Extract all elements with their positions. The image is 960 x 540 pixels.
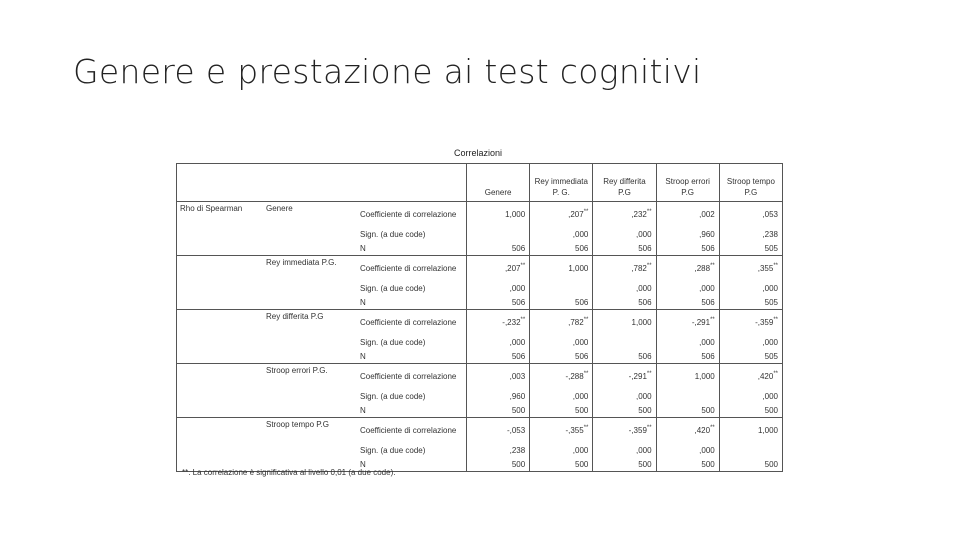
table-cell <box>467 227 530 241</box>
table-cell: ,000 <box>530 335 593 349</box>
header-corner-1 <box>177 164 264 202</box>
table-cell: ,000 <box>656 281 719 295</box>
table-row <box>177 202 783 228</box>
significance-marker: ** <box>583 209 589 215</box>
table-cell: ,000 <box>656 443 719 457</box>
table-cell <box>467 310 530 336</box>
table-cell: ,238 <box>719 227 782 241</box>
table-cell <box>530 256 593 282</box>
row-group-label <box>177 349 264 364</box>
column-header: Stroop errori P.G <box>656 164 719 202</box>
row-stat-label: Coefficiente di correlazione <box>357 364 467 390</box>
table-row <box>177 256 783 282</box>
column-header: Stroop tempo P.G <box>719 164 782 202</box>
table-body <box>177 202 783 472</box>
table-row <box>177 418 783 444</box>
row-group-label <box>177 443 264 457</box>
cell-value: -,355 <box>565 426 584 435</box>
slide-title: Genere e prestazione ai test cognitivi <box>73 52 702 91</box>
row-stat-label: N <box>360 405 366 415</box>
table-cell: 500 <box>530 457 593 472</box>
significance-marker: ** <box>583 317 589 323</box>
table-cell <box>467 202 530 228</box>
cell-value: ,782 <box>631 264 647 273</box>
table-cell <box>719 443 782 457</box>
row-stat-label: N <box>360 243 366 253</box>
table-row <box>177 295 783 310</box>
table-cell: ,000 <box>530 389 593 403</box>
significance-marker: ** <box>710 425 715 431</box>
row-variable-label: Stroop errori P.G. <box>263 364 357 390</box>
row-stat-label: N <box>360 351 366 361</box>
table-cell: ,000 <box>719 335 782 349</box>
table-cell <box>656 389 719 403</box>
row-variable-label <box>263 443 357 457</box>
table-cell <box>467 256 530 282</box>
cell-value: ,420 <box>757 372 774 381</box>
table-cell: 505 <box>719 349 782 364</box>
table-cell <box>467 364 530 390</box>
table-cell <box>656 310 719 336</box>
row-group-label <box>177 295 264 310</box>
row-variable-label <box>263 281 357 295</box>
table-cell: 500 <box>467 457 530 472</box>
table-cell <box>530 364 593 390</box>
row-stat-label: Sign. (a due code) <box>360 445 426 455</box>
table-cell: 500 <box>530 403 593 418</box>
table-cell: 506 <box>530 349 593 364</box>
table-cell: 505 <box>719 241 782 256</box>
significance-marker: ** <box>646 371 652 377</box>
row-variable-label <box>263 295 357 310</box>
cell-value: 1,000 <box>505 210 526 219</box>
significance-marker: ** <box>520 317 526 323</box>
table-cell <box>593 310 656 336</box>
table-cell <box>530 418 593 444</box>
table-row <box>177 389 783 403</box>
table-cell <box>719 256 782 282</box>
table-cell: 500 <box>656 457 719 472</box>
table-cell <box>656 256 719 282</box>
table-cell: ,000 <box>593 227 656 241</box>
table-cell <box>656 418 719 444</box>
table-cell: 506 <box>530 241 593 256</box>
table-cell: 506 <box>593 295 656 310</box>
row-stat-label: Coefficiente di correlazione <box>357 310 467 336</box>
table-cell <box>467 418 530 444</box>
table-header-row <box>177 164 783 202</box>
table-cell: 500 <box>719 457 782 472</box>
cell-value: ,003 <box>509 372 526 381</box>
table-row <box>177 227 783 241</box>
table-cell: 506 <box>656 295 719 310</box>
table-cell: ,000 <box>530 443 593 457</box>
row-stat-label: Sign. (a due code) <box>360 229 426 239</box>
row-variable-label <box>263 349 357 364</box>
row-stat-label: Sign. (a due code) <box>360 337 426 347</box>
table-cell <box>593 256 656 282</box>
significance-marker: ** <box>583 425 589 431</box>
significance-marker: ** <box>646 209 652 215</box>
table-footnote: **. La correlazione è significativa al livello 0,01 (a due code). <box>182 468 396 477</box>
table-cell: 500 <box>593 457 656 472</box>
row-variable-label <box>263 403 357 418</box>
cell-value: -,053 <box>506 426 526 435</box>
cell-value: ,782 <box>568 318 584 327</box>
table-cell: ,000 <box>719 281 782 295</box>
table-cell: ,000 <box>656 335 719 349</box>
table-cell <box>719 310 782 336</box>
row-group-label <box>177 389 264 403</box>
cell-value: ,355 <box>757 264 774 273</box>
table-caption: Correlazioni <box>454 148 503 158</box>
row-stat-label: N <box>357 457 467 472</box>
table-cell: ,960 <box>467 389 530 403</box>
table-cell: ,000 <box>593 443 656 457</box>
table-cell: 506 <box>467 295 530 310</box>
table-cell <box>719 418 782 444</box>
table-cell <box>719 364 782 390</box>
cell-value: ,207 <box>504 264 521 273</box>
table-cell <box>530 202 593 228</box>
table-cell <box>530 281 593 295</box>
significance-marker: ** <box>646 425 652 431</box>
cell-value: -,232 <box>502 318 521 327</box>
row-variable-label: Genere <box>263 202 357 228</box>
significance-marker: ** <box>773 317 778 323</box>
row-group-label <box>177 364 264 390</box>
cell-value: 1,000 <box>694 372 715 381</box>
significance-marker: ** <box>520 263 526 269</box>
table-row <box>177 403 783 418</box>
table-cell: ,000 <box>467 335 530 349</box>
row-variable-label <box>263 227 357 241</box>
significance-marker: ** <box>773 263 778 269</box>
header-corner-3 <box>357 164 467 202</box>
table-cell: 506 <box>656 349 719 364</box>
table-cell <box>719 202 782 228</box>
table-row <box>177 349 783 364</box>
cell-value: ,420 <box>694 426 711 435</box>
significance-marker: ** <box>773 371 778 377</box>
table-cell: 500 <box>656 403 719 418</box>
cell-value: ,053 <box>762 210 778 219</box>
table-cell: 506 <box>467 349 530 364</box>
significance-marker: ** <box>710 263 715 269</box>
column-header: Rey differita P.G <box>593 164 656 202</box>
table-row <box>177 443 783 457</box>
table-cell: ,238 <box>467 443 530 457</box>
cell-value: ,002 <box>699 210 715 219</box>
column-header: Genere <box>467 164 530 202</box>
table-cell: 506 <box>467 241 530 256</box>
row-group-label: Rho di Spearman <box>177 202 264 228</box>
cell-value: -,291 <box>628 372 647 381</box>
table-row <box>177 241 783 256</box>
row-group-label <box>177 256 264 282</box>
cell-value: ,207 <box>568 210 584 219</box>
cell-value: 1,000 <box>568 264 589 273</box>
row-variable-label <box>263 335 357 349</box>
row-group-label <box>177 227 264 241</box>
table-row <box>177 335 783 349</box>
row-group-label <box>177 335 264 349</box>
row-variable-label <box>263 389 357 403</box>
cell-value: -,359 <box>755 318 774 327</box>
table-cell: ,960 <box>656 227 719 241</box>
row-stat-label: Coefficiente di correlazione <box>357 202 467 228</box>
row-stat-label: Sign. (a due code) <box>360 283 426 293</box>
cell-value: 1,000 <box>757 426 778 435</box>
table-cell: 506 <box>593 349 656 364</box>
row-variable-label <box>263 241 357 256</box>
table-cell: 506 <box>593 241 656 256</box>
table-cell: ,000 <box>530 227 593 241</box>
table-cell: 506 <box>530 295 593 310</box>
row-stat-label: Sign. (a due code) <box>360 391 426 401</box>
significance-marker: ** <box>710 317 715 323</box>
column-header: Rey immediata P. G. <box>530 164 593 202</box>
table-cell: 505 <box>719 295 782 310</box>
table-cell <box>593 335 656 349</box>
significance-marker: ** <box>583 371 589 377</box>
row-group-label <box>177 281 264 295</box>
table-cell: ,000 <box>719 389 782 403</box>
cell-value: 1,000 <box>631 318 652 327</box>
row-group-label <box>177 241 264 256</box>
table-cell: 506 <box>656 241 719 256</box>
table-cell <box>656 364 719 390</box>
row-group-label <box>177 403 264 418</box>
table-cell: ,000 <box>467 281 530 295</box>
table-cell: 500 <box>593 403 656 418</box>
correlation-table <box>176 163 783 472</box>
cell-value: ,288 <box>694 264 711 273</box>
significance-marker: ** <box>646 263 652 269</box>
table-cell <box>593 418 656 444</box>
header-corner-2 <box>263 164 357 202</box>
row-group-label <box>177 310 264 336</box>
table-row <box>177 281 783 295</box>
row-stat-label: N <box>360 297 366 307</box>
row-stat-label: Coefficiente di correlazione <box>357 256 467 282</box>
table-cell <box>656 202 719 228</box>
cell-value: -,288 <box>565 372 584 381</box>
row-variable-label: Rey differita P.G <box>263 310 357 336</box>
table-cell <box>530 310 593 336</box>
table-cell <box>593 202 656 228</box>
row-stat-label: Coefficiente di correlazione <box>357 418 467 444</box>
table-row <box>177 310 783 336</box>
row-group-label <box>177 418 264 444</box>
table-cell: ,000 <box>593 281 656 295</box>
cell-value: -,359 <box>628 426 647 435</box>
cell-value: -,291 <box>691 318 711 327</box>
table-cell <box>593 364 656 390</box>
cell-value: ,232 <box>631 210 647 219</box>
row-variable-label: Stroop tempo P.G <box>263 418 357 444</box>
table-cell: ,000 <box>593 389 656 403</box>
table-row <box>177 364 783 390</box>
table-cell: 500 <box>719 403 782 418</box>
table-cell: 500 <box>467 403 530 418</box>
row-variable-label: Rey immediata P.G. <box>263 256 357 282</box>
